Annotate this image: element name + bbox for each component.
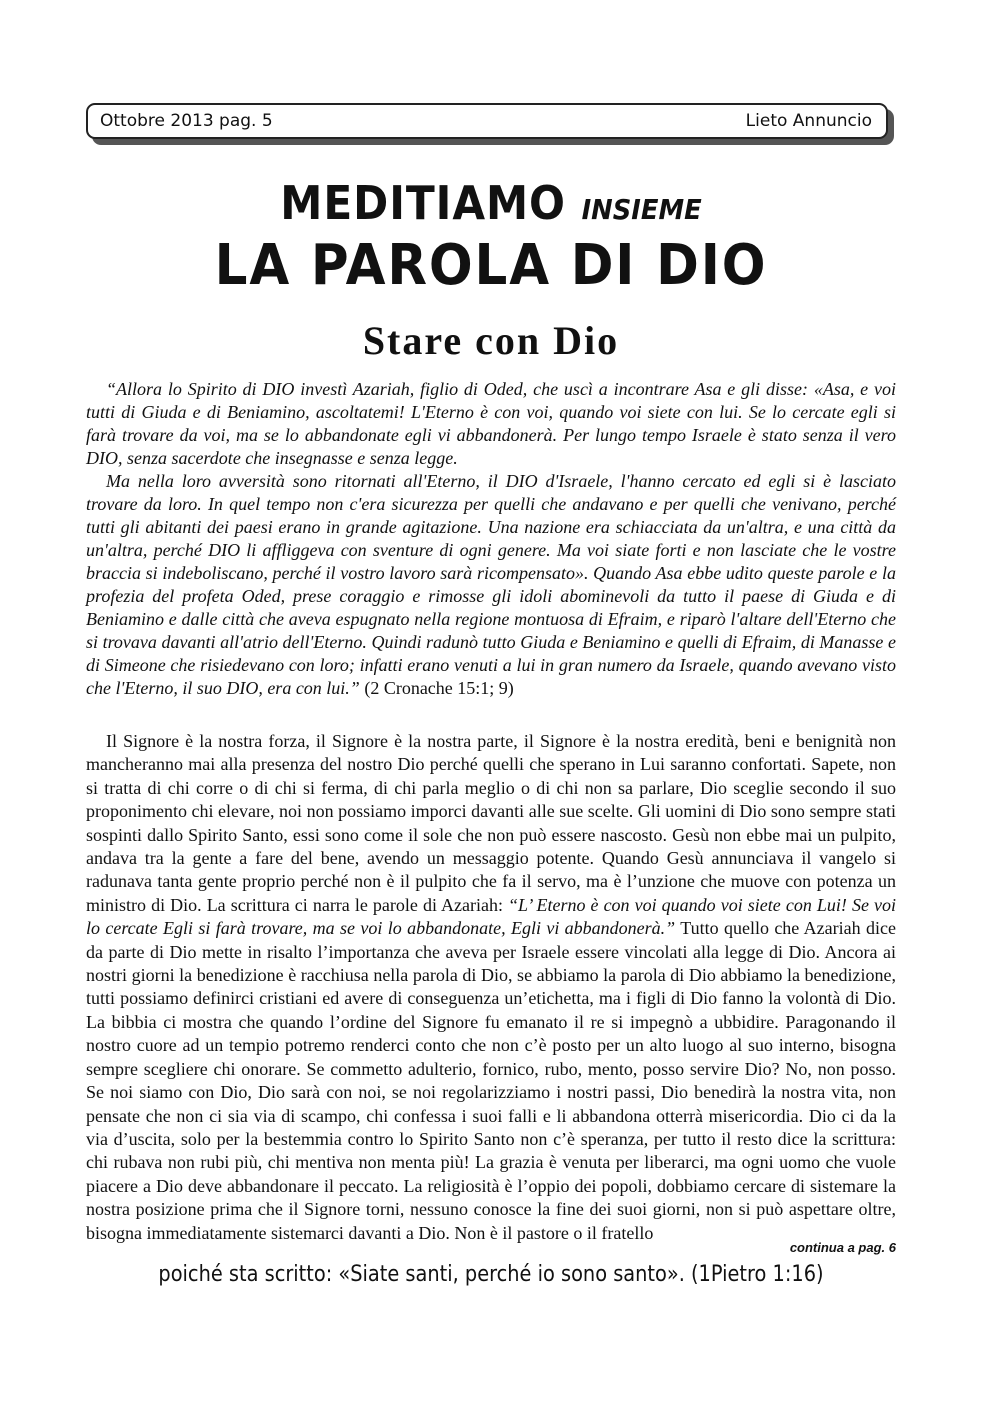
header-publication-name: Lieto Annuncio <box>745 111 872 131</box>
page-header <box>86 103 888 139</box>
article-body <box>86 730 896 1245</box>
continued-on-page-link: continua a pag. 6 <box>789 1240 896 1255</box>
quote-paragraph-1: “Allora lo Spirito di DIO investì Azariah, figlio di Oded, che uscì a incontrare Asa e gli disse: «Asa, e voi tutti di Giuda e di Beniamino, ascoltatemi! L'Eterno è con voi, quando voi siete con lui. Se lo cercate egli si farà trovare da voi, ma se lo abbandonate egli vi abbandonerà. Per lungo tempo Israele è stato senza il vero DIO, senza sacerdote che insegnasse e senza legge. <box>86 379 896 468</box>
header-issue-page: Ottobre 2013 pag. 5 <box>100 111 273 131</box>
quote-paragraph-2-text: Ma nella loro avversità sono ritornati all'Eterno, il DIO d'Israele, l'hanno cercato ed egli si è lasciato trovare da loro. In quel tempo non c'era sicurezza per quelli che andavano e per quelli che venivano, perché tutti gli abitanti dei paesi erano in grande agitazione. Una nazione era schiacciata da un'altra, e una città da un'altra, perché DIO li affliggeva con sventure di ogni genere. Ma voi siate forti e non lasciate che le vostre braccia si indeboliscano, perché il vostro lavoro sarà ricompensato». Quando Asa ebbe udito queste parole e la profezia del profeta Oded, prese coraggio e rimosse gli idoli abominevoli da tutto il paese di Giuda e di Beniamino e dalle città che aveva espugnato nella regione montuosa di Efraim, e riparò l'altare dell'Eterno che si trovava davanti all'atrio dell'Eterno. Quindi radunò tutto Giuda e Beniamino e quelli di Efraim, di Manasse e di Simeone che risiedevano con loro; infatti erano venuti a lui in gran numero da Israele, quando avevano visto che l'Eterno, il suo DIO, era con lui.” <box>86 471 896 698</box>
body-paragraph <box>86 730 896 1245</box>
article-subtitle: Stare con Dio <box>362 318 620 363</box>
quote-reference: (2 Cronache 15:1; 9) <box>364 678 514 698</box>
title-word-insieme: INSIEME <box>581 193 702 226</box>
body-text-part-2: Tutto quello che Azariah dice da parte di Dio mette in risalto l’importanza che aveva per Israele essere vincolati alla legge di Dio. Ancora ai nostri giorni la benedizione è racchiusa nella parola di Dio, se abbiamo la parola di Dio abbiamo la benedizione, tutti possiamo definirci cristiani ed avere di conseguenza un’etichetta, ma i figli di Dio fanno la volontà di Dio. La bibbia ci mostra che quando l’ordine del Signore fu emanato il re si impegnò a ubbidire. Paragonando il nostro cuore ad un tempio potremo renderci conto che non c’è posto per un alto luogo al suo interno, bisogna sempre scegliere chi onorare. Se commetto adulterio, fornico, rubo, mento, posso servire Dio? No, non posso. Se noi siamo con Dio, Dio sarà con noi, se noi regolarizziamo i nostri passi, Dio benedirà la nostra vita, non pensate che non ci sia via di scampo, chi confessa i suoi falli e li abbandona otterrà misericordia. Dio ci da la via d’uscita, solo per la bestemmia contro lo Spirito Santo non c’è speranza, per tutto il resto dice la scrittura: chi rubava non rubi più, chi mentiva non menta più! La grazia è venuta per liberarci, ma ogni uomo che vuole piacere a Dio deve abbandonare il peccato. La religiosità è l’oppio dei popoli, dobbiamo cercare di sistemare la nostra posizione prima che il Signore torni, nessuno conosce la fine dei suoi giorni, non si può aspettare oltre, bisogna immediatamente sistemarci davanti a Dio. Non è il pastore o il fratello <box>86 918 896 1243</box>
title-word-meditiamo: MEDITIAMO <box>280 176 566 230</box>
title-line-1 <box>39 178 942 235</box>
title-line-2: LA PAROLA DI DIO <box>214 233 768 298</box>
body-text-part-1: Il Signore è la nostra forza, il Signore è la nostra parte, il Signore è la nostra eredità, beni e benignità non mancheranno mai alla presenza del nostro Dio perché quelli che sperano in Lui saranno confortati. Sapete, non si tratta di chi corre o di chi si ferma, di chi parla meglio o di chi non sa parlare, Dio sceglie secondo il suo proponimento chi elevare, noi non possiamo imporci davanti alle sue scelte. Gli uomini di Dio sono sempre stati sospinti dallo Spirito Santo, essi sono come il sole che non può essere nascosto. Gesù non ebbe mai un pulpito, andava tra la gente a fare del bene, avendo un messaggio potente. Quando Gesù annunciava il vangelo si radunava tanta gente proprio perché non è il pulpito che fa il servo, ma è l’unzione che muove con potenza un ministro di Dio. La scrittura ci narra le parole di Azariah: <box>86 731 896 915</box>
quote-paragraph-2 <box>86 470 896 700</box>
scripture-quote <box>86 378 896 700</box>
body-inline-quote: “L’ Eterno è con voi quando voi siete con Lui! Se voi lo cercate Egli si farà trovare, ma se voi lo abbandonate, Egli vi abbandonerà.” <box>86 894 896 939</box>
footer-verse: poiché sta scritto: «Siate santi, perché io sono santo». (1Pietro 1:16) <box>158 1262 824 1287</box>
